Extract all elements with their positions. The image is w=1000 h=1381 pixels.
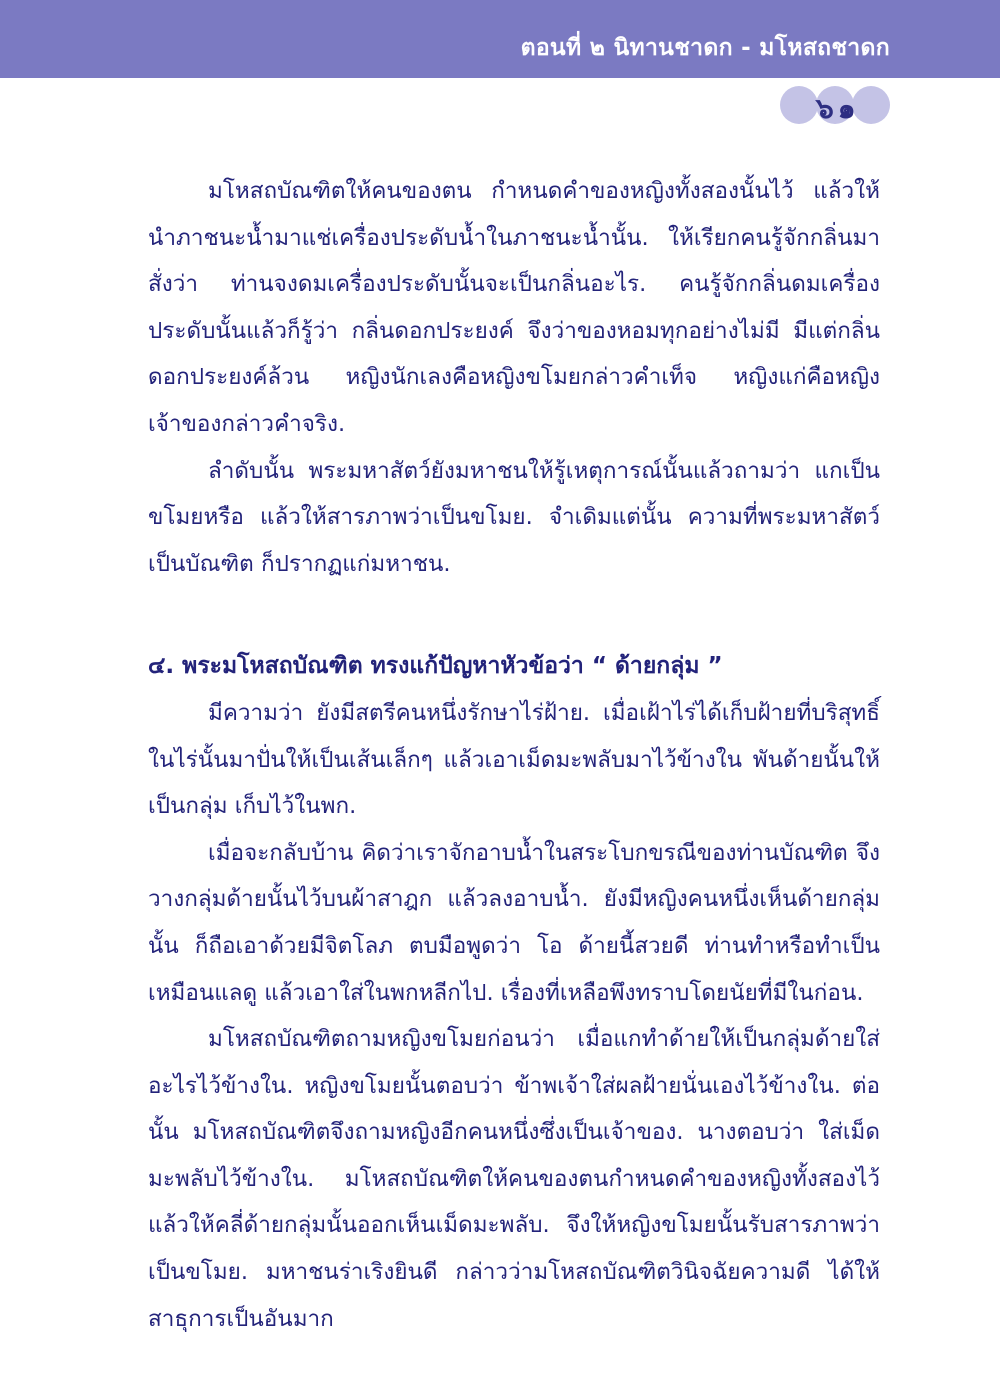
page-number: ๖๑ — [816, 92, 860, 125]
body-paragraph: ลำดับนั้น พระมหาสัตว์ยังมหาชนให้รู้เหตุการณ์นั้นแล้วถามว่า แกเป็นขโมยหรือ แล้วให้สารภาพว่าเป็นขโมย. จำเดิมแต่นั้น ความที่พระมหาสัตว์เป็นบัณฑิต ก็ปรากฏแก่มหาชน. — [148, 457, 880, 577]
body-paragraph: มโหสถบัณฑิตให้คนของตน กำหนดคำของหญิงทั้งสองนั้นไว้ แล้วให้นำภาชนะน้ำมาแช่เครื่องประดับน้ำในภาชนะน้ำนั้น. ให้เรียกคนรู้จักกลิ่นมาสั่งว่า ท่านจงดมเครื่องประดับนั้นจะเป็นกลิ่นอะไร. คนรู้จักกลิ่นดมเครื่องประดับนั้นแล้วก็รู้ว่า กลิ่นดอกประยงค์ จึงว่าของหอมทุกอย่างไม่มี มีแต่กลิ่นดอกประยงค์ล้วน หญิงนักเลงคือหญิงขโมยกล่าวคำเท็จ หญิงแก่คือหญิงเจ้าของกล่าวคำจริง. — [148, 178, 880, 437]
header-band — [0, 0, 1000, 78]
page-body — [148, 168, 880, 1342]
page-number-circle-left — [780, 86, 818, 124]
section-heading: ๔. พระมโหสถบัณฑิต ทรงแก้ปัญหาหัวข้อว่า “ ด้ายกลุ่ม ” — [148, 653, 723, 680]
running-header-title: ตอนที่ ๒ นิทานชาดก - มโหสถชาดก — [520, 35, 890, 61]
section-spacer — [148, 587, 880, 643]
body-paragraph: เมื่อจะกลับบ้าน คิดว่าเราจักอาบน้ำในสระโบกขรณีของท่านบัณฑิต จึงวางกลุ่มด้ายนั้นไว้บนผ้าสาฎก แล้วลงอาบน้ำ. ยังมีหญิงคนหนึ่งเห็นด้ายกลุ่มนั้น ก็ถือเอาด้วยมีจิตโลภ ตบมือพูดว่า โอ ด้ายนี้สวยดี ท่านทำหรือทำเป็นเหมือนแลดู แล้วเอาใส่ในพกหลีกไป. เรื่องที่เหลือพึงทราบโดยนัยที่มีในก่อน. — [148, 839, 880, 1006]
page-number-badge — [780, 86, 890, 124]
body-paragraph: มโหสถบัณฑิตถามหญิงขโมยก่อนว่า เมื่อแกทำด้ายให้เป็นกลุ่มด้ายใส่อะไรไว้ข้างใน. หญิงขโมยนั้นตอบว่า ข้าพเจ้าใส่ผลฝ้ายนั่นเองไว้ข้างใน. ต่อนั้น มโหสถบัณฑิตจึงถามหญิงอีกคนหนึ่งซึ่งเป็นเจ้าของ. นางตอบว่า ใส่เม็ดมะพลับไว้ข้างใน. มโหสถบัณฑิตให้คนของตนกำหนดคำของหญิงทั้งสองไว้ แล้วให้คลี่ด้ายกลุ่มนั้นออกเห็นเม็ดมะพลับ. จึงให้หญิงขโมยนั้นรับสารภาพว่าเป็นขโมย. มหาชนร่าเริงยินดี กล่าวว่ามโหสถบัณฑิตวินิจฉัยความดี ได้ให้สาธุการเป็นอันมาก — [148, 1026, 880, 1332]
body-paragraph: มีความว่า ยังมีสตรีคนหนึ่งรักษาไร่ฝ้าย. เมื่อเฝ้าไร่ได้เก็บฝ้ายที่บริสุทธิ์ในไร่นั้นมาปั่นให้เป็นเส้นเล็กๆ แล้วเอาเม็ดมะพลับมาไว้ข้างใน พันด้ายนั้นให้เป็นกลุ่ม เก็บไว้ในพก. — [148, 699, 880, 820]
